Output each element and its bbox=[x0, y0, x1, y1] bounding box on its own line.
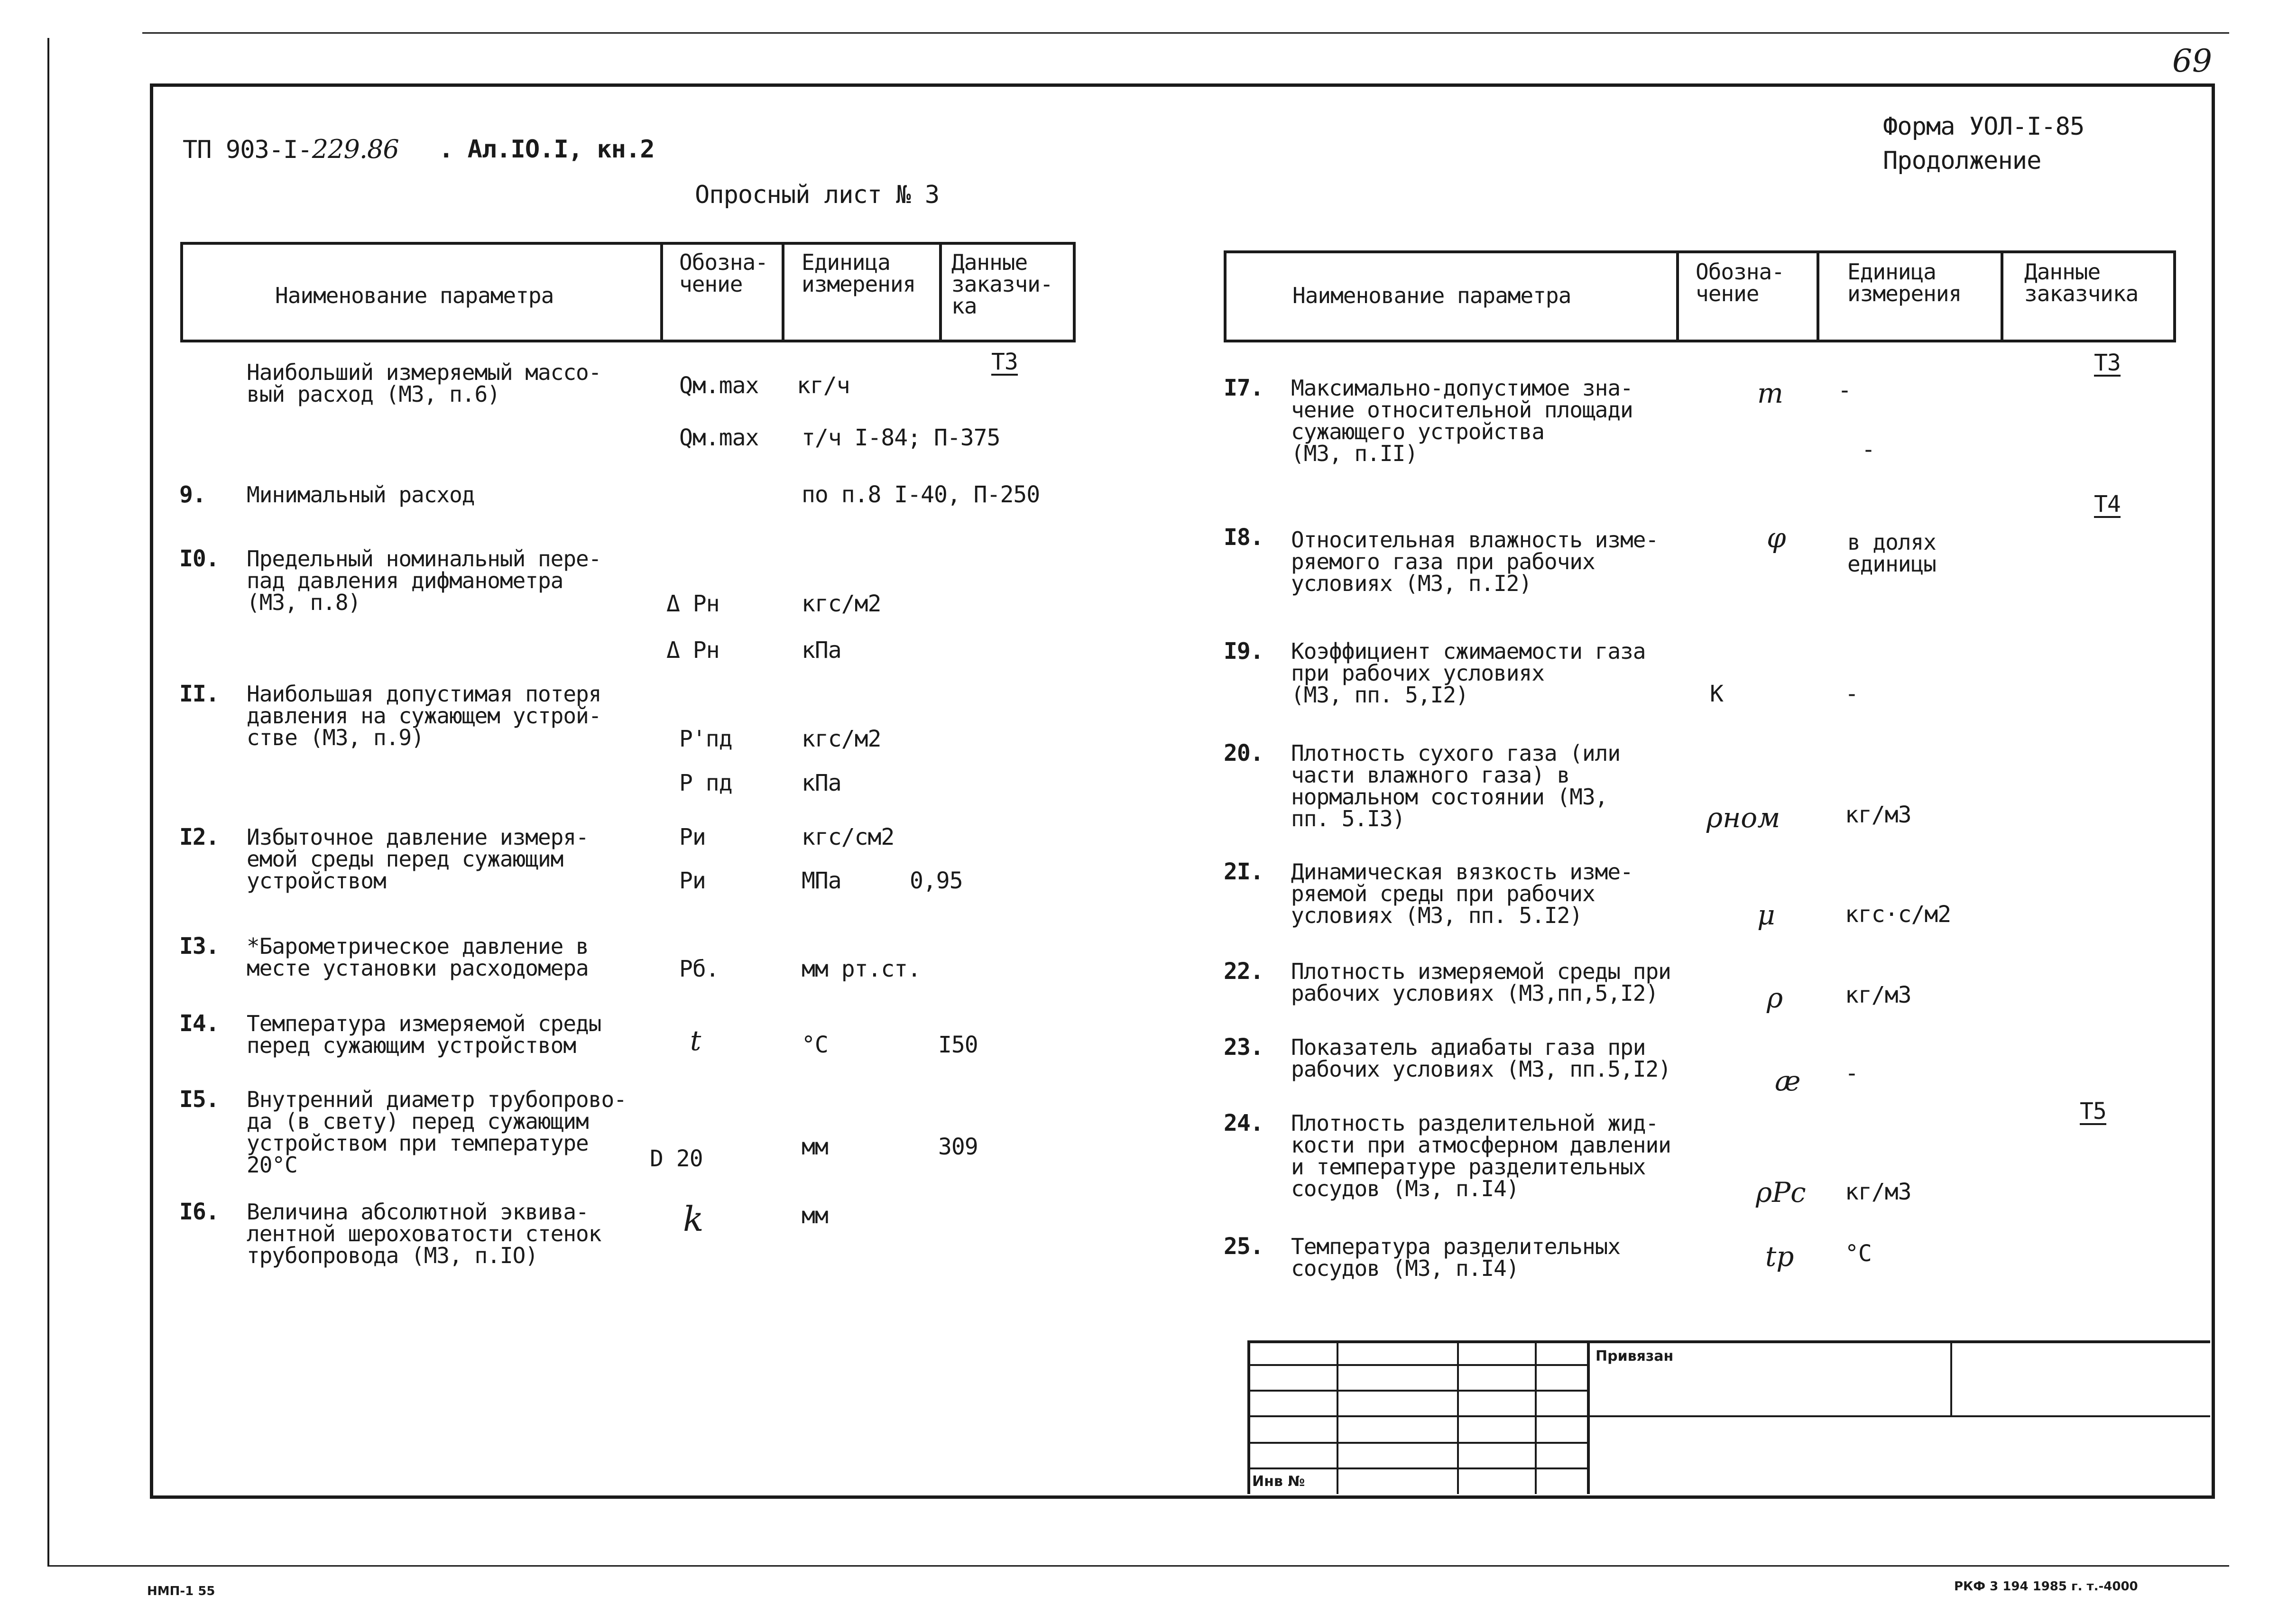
left-header-name: Наименование параметра bbox=[275, 283, 554, 308]
table-row-symbol: tр bbox=[1765, 1240, 1794, 1273]
table-row-symbol: ρном bbox=[1706, 802, 1780, 834]
right-header-data: Данные заказчика bbox=[2024, 259, 2139, 306]
table-row-unit: мм bbox=[802, 1202, 828, 1229]
sheet-title: Опросный лист № 3 bbox=[695, 181, 940, 209]
table-row-unit: кПа bbox=[802, 770, 841, 796]
left-header-symbol: Обозна- чение bbox=[679, 249, 768, 297]
right-header-name: Наименование параметра bbox=[1292, 283, 1571, 308]
table-row-name: Коэффициент сжимаемости газа при рабочих условиях (МЗ, пп. 5,I2) bbox=[1291, 638, 1646, 708]
table-row-symbol: Ри bbox=[679, 867, 706, 894]
table-row-name: Минимальный расход bbox=[247, 482, 475, 508]
table-row-number: 23. bbox=[1224, 1034, 1264, 1061]
table-row-symbol: Рб. bbox=[679, 956, 719, 982]
top-trim-line bbox=[142, 32, 2229, 34]
table-row-symbol: Р'пд bbox=[679, 726, 732, 752]
table-row-number: I6. bbox=[179, 1199, 219, 1225]
table-row-symbol: t bbox=[690, 1024, 701, 1057]
table-row-unit: кг/м3 bbox=[1845, 982, 1911, 1008]
table-row-symbol: D 20 bbox=[650, 1145, 703, 1172]
table-row-name: Величина абсолютной эквива- лентной шероховатости стенок трубопровода (МЗ, п.IO) bbox=[247, 1199, 601, 1268]
table-row-number: I4. bbox=[179, 1010, 219, 1037]
table-row-name: Предельный номинальный пере- пад давления дифманометра (МЗ, п.8) bbox=[247, 546, 601, 615]
table-row-name: Температура измеряемой среды перед сужающим устройством bbox=[247, 1011, 601, 1058]
table-row-number: I9. bbox=[1224, 638, 1264, 664]
table-row-unit: по п.8 I-40, П-250 bbox=[802, 481, 1040, 508]
table-row-name: Температура разделительных сосудов (МЗ, п.I4) bbox=[1291, 1234, 1621, 1281]
table-row-unit: в долях единицы bbox=[1847, 529, 1936, 577]
footer-right: РКФ 3 194 1985 г. т.-4000 bbox=[1954, 1579, 2138, 1594]
table-row-data: I50 bbox=[938, 1032, 978, 1058]
table-row-unit: °С bbox=[1845, 1240, 1872, 1267]
table-row-data: 0,95 bbox=[910, 867, 963, 894]
bound-label: Привязан bbox=[1596, 1348, 1674, 1365]
table-row-name: Динамическая вязкость изме- ряемой среды при рабочих условиях (МЗ, пп. 5.I2) bbox=[1291, 859, 1633, 928]
table-row-number: 24. bbox=[1224, 1110, 1264, 1136]
table-row-number: I0. bbox=[179, 545, 219, 572]
table-row-symbol: m bbox=[1757, 377, 1783, 409]
table-row-unit-2: - bbox=[1862, 436, 1875, 463]
table-row-number: II. bbox=[179, 681, 219, 707]
table-row-symbol: Р пд bbox=[679, 770, 732, 796]
table-row-symbol: К bbox=[1710, 681, 1723, 707]
table-row-data: 309 bbox=[938, 1134, 978, 1160]
table-row-unit: кгс/м2 bbox=[802, 591, 881, 617]
doc-code: ТП 903-I-229.86 bbox=[183, 134, 399, 164]
table-row-symbol: φ bbox=[1767, 522, 1786, 554]
continuation-label: Продолжение bbox=[1883, 147, 2041, 175]
table-row-number: 22. bbox=[1224, 958, 1264, 985]
table-row-unit: кгс/см2 bbox=[802, 824, 895, 850]
left-header-data: Данные заказчи- ка bbox=[951, 249, 1053, 319]
doc-code-suffix: . Ал.IO.I, кн.2 bbox=[439, 135, 655, 164]
table-row-unit: кг/м3 bbox=[1845, 1179, 1911, 1205]
table-row-unit: кгс·с/м2 bbox=[1845, 901, 1951, 928]
table-row-symbol: Qм.max bbox=[679, 424, 759, 451]
table-row-symbol: μ bbox=[1757, 899, 1775, 931]
table-row-name: Плотность сухого газа (или части влажного газа) в нормальном состоянии (МЗ, пп. 5.I3) bbox=[1291, 740, 1621, 831]
table-tag-t5: Т5 bbox=[2080, 1098, 2106, 1125]
table-tag-t4: Т4 bbox=[2094, 491, 2121, 517]
table-row-unit: кПа bbox=[802, 637, 841, 664]
table-row-name: Плотность разделительной жид- кости при атмосферном давлении и температуре разделительных сосудов (Мз, п.I4) bbox=[1291, 1110, 1671, 1201]
table-row-symbol: Δ Рн bbox=[666, 637, 719, 664]
table-row-symbol: Qм.max bbox=[679, 372, 759, 399]
bottom-trim-line bbox=[47, 1565, 2229, 1567]
form-label: Форма УОЛ-I-85 bbox=[1883, 112, 2085, 141]
right-header-unit: Единица измерения bbox=[1847, 259, 1962, 306]
table-row-name: *Барометрическое давление в месте установки расходомера bbox=[247, 933, 589, 981]
table-row-number: I3. bbox=[179, 933, 219, 960]
left-trim-line bbox=[47, 38, 49, 1565]
table-row-number: 20. bbox=[1224, 740, 1264, 766]
table-row-name: Максимально-допустимое зна- чение относительной площади сужающего устройства (МЗ, п.II) bbox=[1291, 375, 1633, 466]
table-row-name: Показатель адиабаты газа при рабочих условиях (МЗ, пп.5,I2) bbox=[1291, 1034, 1671, 1082]
table-row-unit: МПа bbox=[802, 867, 841, 894]
table-row-number: I2. bbox=[179, 824, 219, 850]
table-row-name: Наибольший измеряемый массо- вый расход (МЗ, п.6) bbox=[247, 360, 601, 407]
table-row-symbol: Ри bbox=[679, 824, 706, 850]
table-row-unit: мм bbox=[802, 1134, 828, 1160]
table-row-name: Наибольшая допустимая потеря давления на сужающем устрой- стве (МЗ, п.9) bbox=[247, 681, 601, 750]
table-row-symbol: ρ bbox=[1767, 982, 1783, 1014]
table-row-number: I5. bbox=[179, 1086, 219, 1113]
table-tag-t3: Т3 bbox=[991, 349, 1018, 375]
table-row-symbol: ρРс bbox=[1756, 1176, 1806, 1209]
table-row-symbol: Δ Рн bbox=[666, 591, 719, 617]
table-row-unit: мм рт.ст. bbox=[802, 956, 921, 982]
table-tag-t3: Т3 bbox=[2094, 350, 2121, 376]
table-row-unit: т/ч I-84; П-375 bbox=[802, 424, 1000, 451]
table-row-number: 25. bbox=[1224, 1233, 1264, 1260]
table-row-number: 9. bbox=[179, 481, 206, 508]
table-row-name: Избыточное давление измеря- емой среды перед сужающим устройством bbox=[247, 824, 589, 894]
table-row-number: I8. bbox=[1224, 524, 1264, 551]
table-row-unit: - bbox=[1845, 1060, 1858, 1087]
right-header-symbol: Обозна- чение bbox=[1696, 259, 1784, 306]
footer-left: НМП-1 55 bbox=[147, 1584, 215, 1598]
table-row-unit: - bbox=[1838, 377, 1851, 404]
left-header-unit: Единица измерения bbox=[802, 249, 916, 297]
table-row-number: 2I. bbox=[1224, 858, 1264, 885]
page-number: 69 bbox=[2172, 43, 2212, 79]
table-row-symbol: æ bbox=[1775, 1065, 1801, 1097]
table-row-number: I7. bbox=[1224, 375, 1264, 401]
table-row-name: Относительная влажность изме- ряемого газа при рабочих условиях (МЗ, п.I2) bbox=[1291, 527, 1659, 596]
table-row-name: Плотность измеряемой среды при рабочих условиях (МЗ,пп,5,I2) bbox=[1291, 959, 1671, 1006]
table-row-unit: кг/ч bbox=[797, 372, 850, 399]
table-row-unit: - bbox=[1845, 681, 1858, 707]
table-row-symbol: k bbox=[683, 1199, 704, 1239]
table-row-unit: °С bbox=[802, 1032, 828, 1058]
table-row-name: Внутренний диаметр трубопрово- да (в свету) перед сужающим устройством при температуре 20°С bbox=[247, 1087, 627, 1178]
table-row-unit: кг/м3 bbox=[1845, 802, 1911, 828]
inventory-label: Инв № bbox=[1252, 1473, 1305, 1490]
table-row-unit: кгс/м2 bbox=[802, 726, 881, 752]
